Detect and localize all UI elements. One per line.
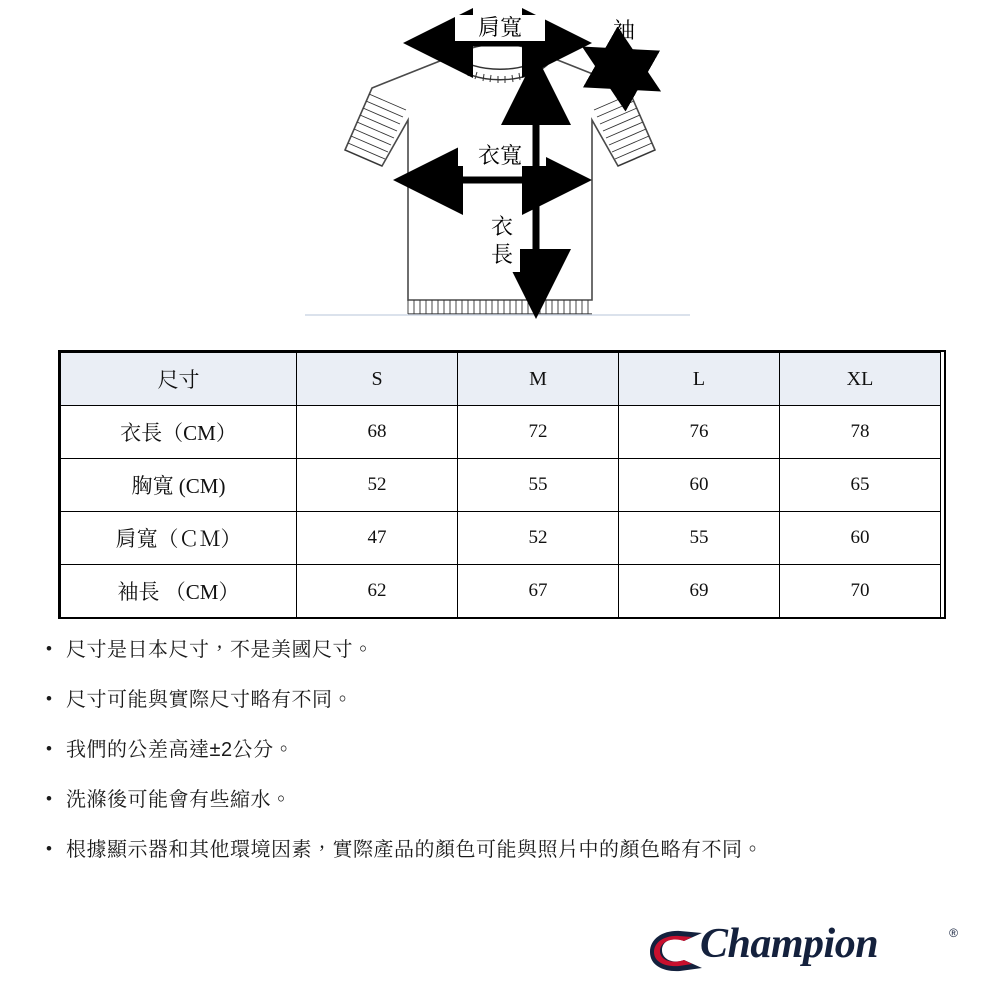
row-label-shoulder-width: 肩寬（ＣＭ） [61,512,297,565]
bullet-icon: • [46,639,52,658]
notes-list [46,638,966,888]
table-row [61,565,941,618]
cell-body-length-m: 72 [458,406,619,459]
champion-c-logo [640,928,706,974]
tshirt-diagram [0,0,1000,340]
cell-body-length-l: 76 [619,406,780,459]
cell-chest-width-xl: 65 [780,459,941,512]
label-chest: 衣寬 [477,143,523,168]
cell-chest-width-s: 52 [297,459,458,512]
cell-body-length-xl: 78 [780,406,941,459]
list-item [46,638,966,662]
brand-wordmark: Champion [700,921,879,967]
row-label-body-length: 衣長（CM） [61,406,297,459]
bullet-icon: • [46,739,52,758]
label-sleeve-2: 長 [602,46,626,71]
cell-shoulder-width-l: 55 [619,512,780,565]
bullet-icon: • [46,689,52,708]
note-text: 尺寸可能與實際尺寸略有不同。 [66,689,353,711]
table-header-row [61,353,941,406]
note-text: 根據顯示器和其他環境因素，實際產品的顏色可能與照片中的顏色略有不同。 [66,839,763,861]
note-text: 尺寸是日本尺寸，不是美國尺寸。 [66,639,374,661]
header-size-label: 尺寸 [61,353,297,406]
list-item [46,738,966,762]
note-text: 我們的公差高達±2公分。 [66,739,295,761]
table-row [61,406,941,459]
list-item [46,838,966,862]
cell-sleeve-length-l: 69 [619,565,780,618]
label-length-1: 衣 [490,214,514,239]
row-label-sleeve-length: 袖長 （CM） [61,565,297,618]
header-size-l: L [619,353,780,406]
hem-ribbing [305,300,690,315]
header-size-s: S [297,353,458,406]
brand-logo-block [640,920,960,982]
cell-sleeve-length-xl: 70 [780,565,941,618]
bullet-icon: • [46,789,52,808]
header-size-xl: XL [780,353,941,406]
table-row [61,459,941,512]
label-length-2: 長 [490,242,514,267]
cell-shoulder-width-m: 52 [458,512,619,565]
list-item [46,688,966,712]
header-size-m: M [458,353,619,406]
cell-chest-width-l: 60 [619,459,780,512]
size-chart-table [60,352,941,618]
registered-trademark-icon: ® [949,926,958,940]
cell-body-length-s: 68 [297,406,458,459]
table-row [61,512,941,565]
note-text: 洗滌後可能會有些縮水。 [66,789,292,811]
bullet-icon: • [46,839,52,858]
cell-shoulder-width-s: 47 [297,512,458,565]
row-label-chest-width: 胸寬 (CM) [61,459,297,512]
cell-sleeve-length-s: 62 [297,565,458,618]
cell-chest-width-m: 55 [458,459,619,512]
list-item [46,788,966,812]
cell-shoulder-width-xl: 60 [780,512,941,565]
cell-sleeve-length-m: 67 [458,565,619,618]
label-sleeve-1: 袖 [612,18,636,43]
label-shoulder: 肩寬 [477,15,523,40]
